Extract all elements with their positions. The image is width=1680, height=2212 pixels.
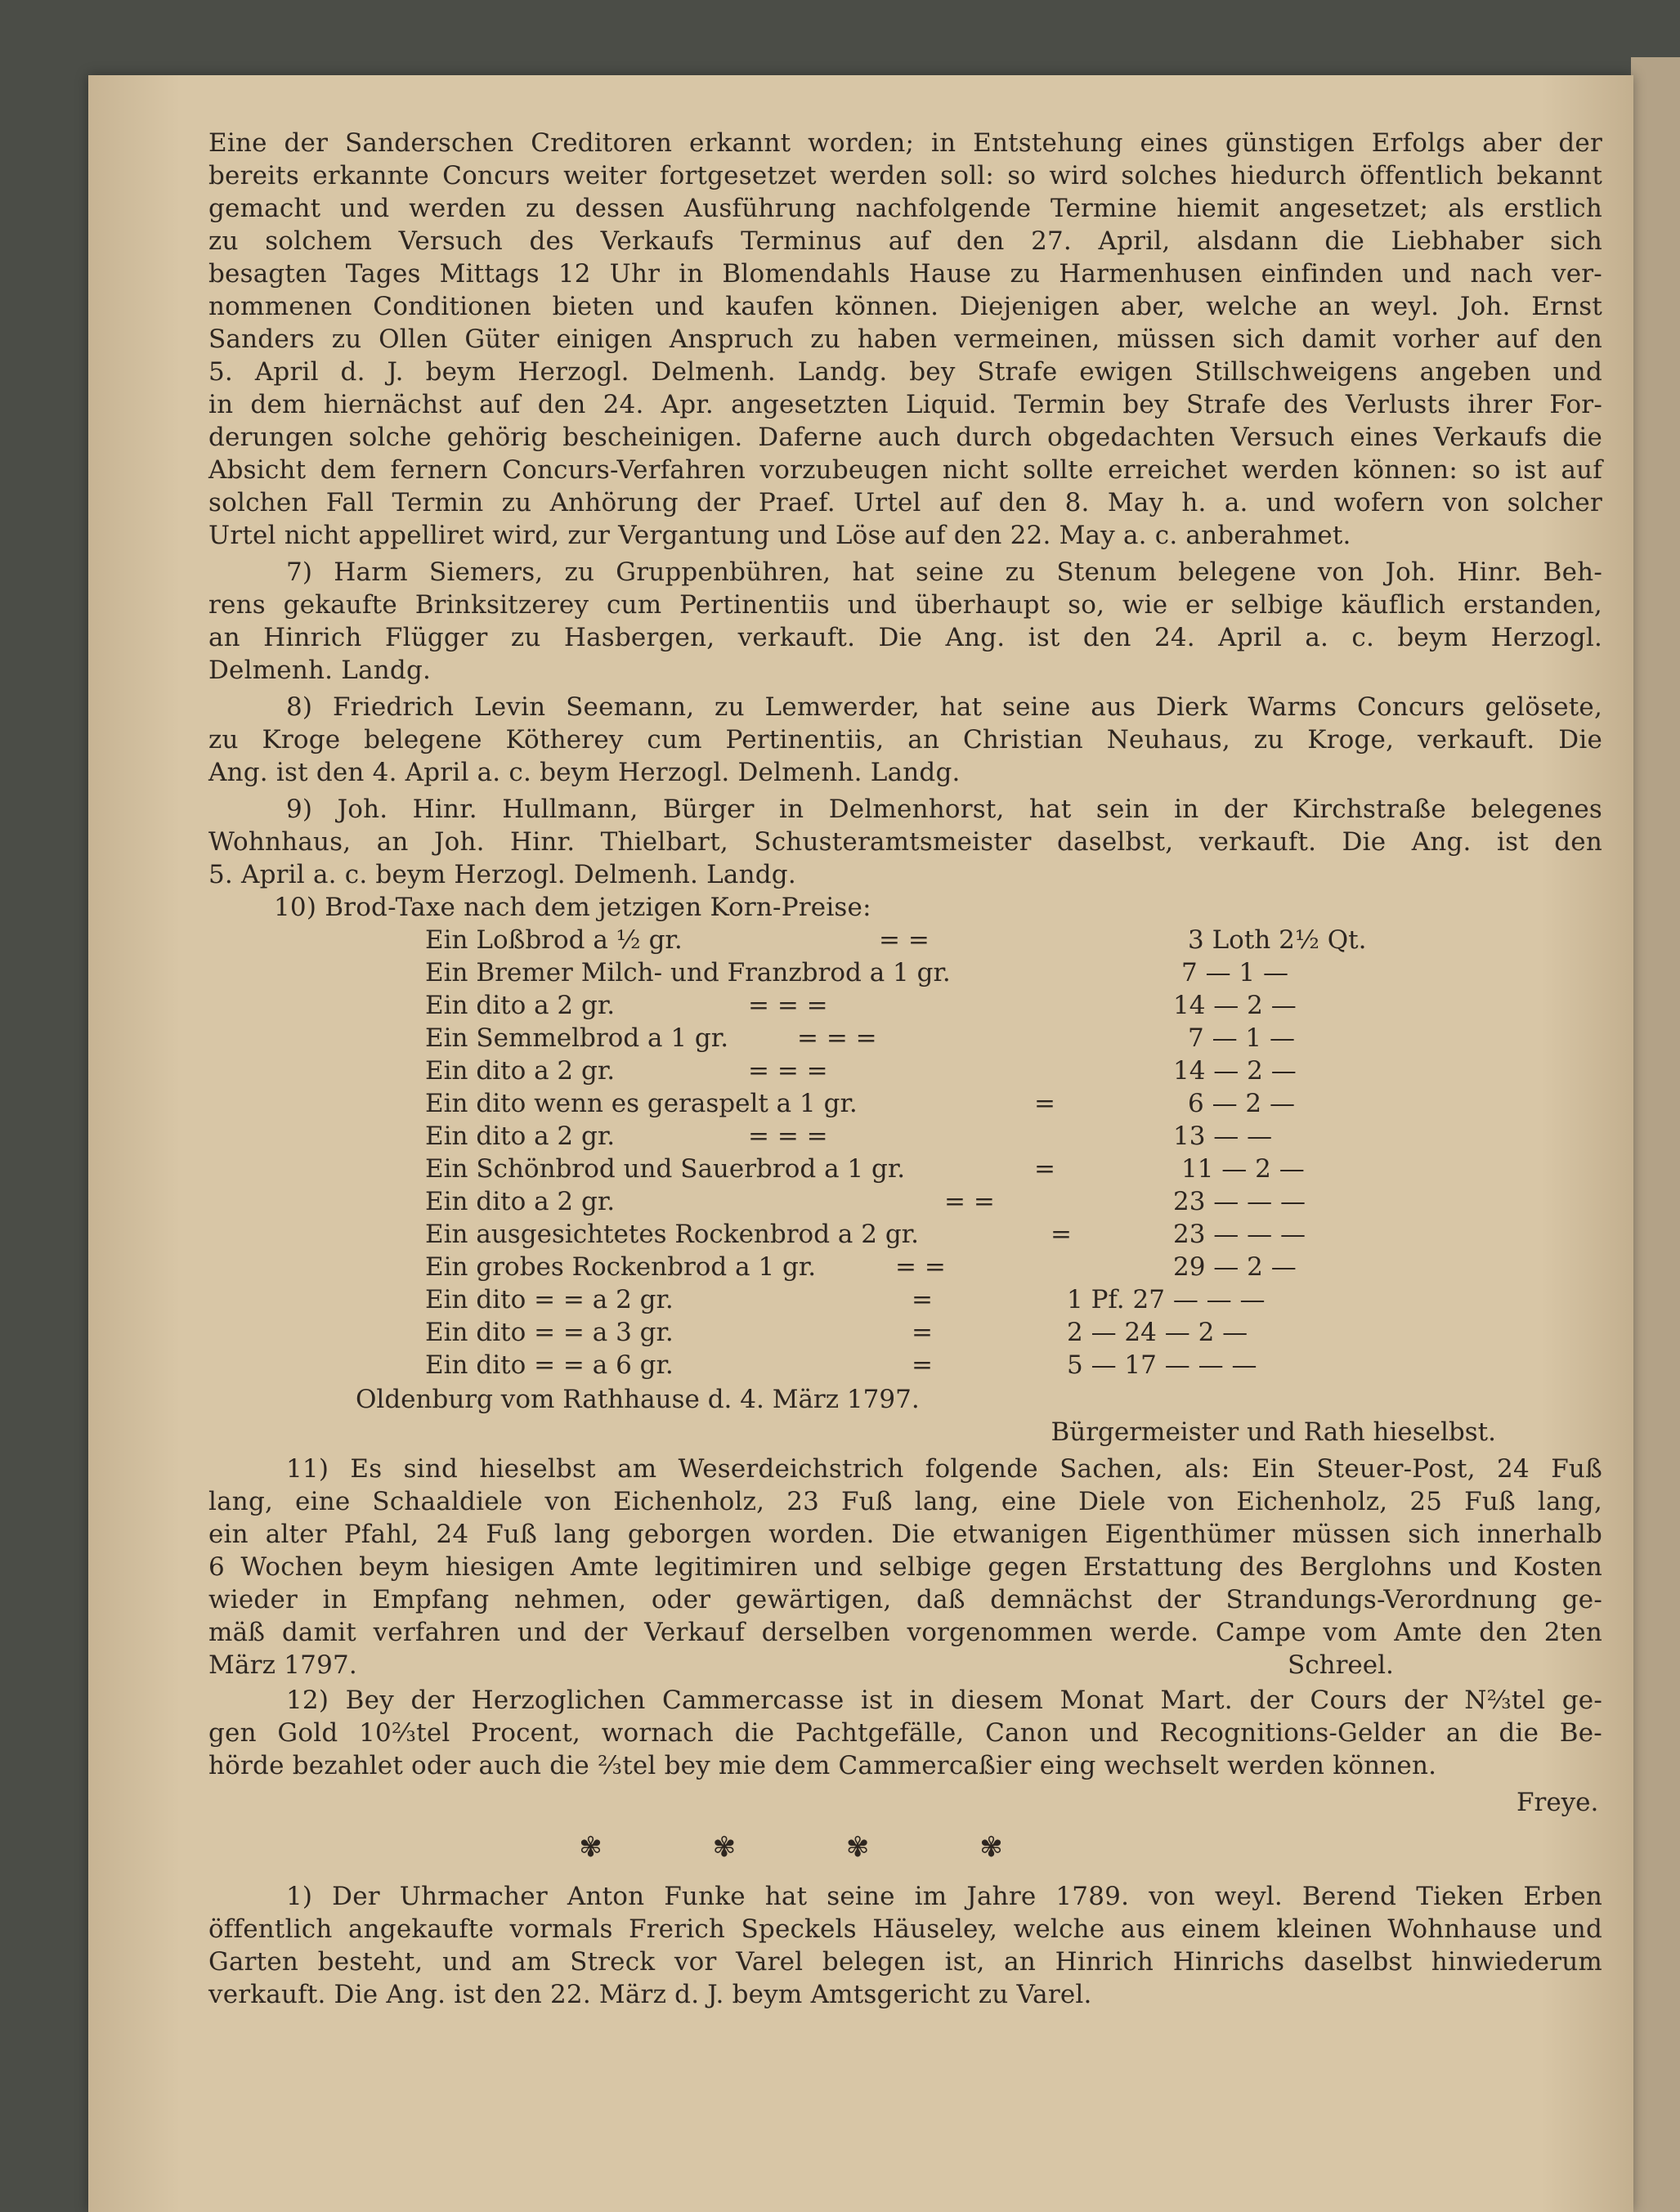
bread-dots: = [1034, 1154, 1055, 1184]
bread-row [208, 1349, 1602, 1381]
bread-row [208, 989, 1602, 1022]
bread-row [208, 1283, 1602, 1316]
bread-tax-table [208, 924, 1602, 1381]
bread-row [208, 1087, 1602, 1120]
item-12-line: 12) Bey der Herzoglichen Cammercasse ist in diesem Monat Mart. der Cours der N⅔tel ge- [286, 1686, 1602, 1715]
varel-item-1-line: Garten besteht, und am Streck vor Varel belegen ist, an Hinrich Hinrichs daselbst hinwiederum [208, 1947, 1602, 1977]
item-11-line: wieder in Empfang nehmen, oder gewärtigen, daß demnächst der Strandungs-Verordnung ge- [208, 1585, 1602, 1614]
bread-name: Ein dito a 2 gr. [425, 1187, 616, 1216]
bread-dots: = [1051, 1220, 1072, 1249]
bread-row [208, 1055, 1602, 1087]
text-line: besagten Tages Mittags 12 Uhr in Blomendahls Hause zu Harmenhusen einfinden und nach ver- [208, 259, 1602, 289]
ornament-icon: ✾ [979, 1831, 1003, 1864]
item-9-line: 9) Joh. Hinr. Hullmann, Bürger in Delmenhorst, hat sein in der Kirchstraße belegenes [286, 795, 1602, 824]
bread-weight: 6 — 2 — [1188, 1089, 1296, 1118]
bread-row [208, 956, 1602, 989]
bread-weight: 29 — 2 — [1173, 1252, 1297, 1282]
item-12-signature: Freye. [1516, 1788, 1599, 1817]
bread-name: Ein dito wenn es geraspelt a 1 gr. [425, 1089, 858, 1118]
bread-name: Ein dito = = a 6 gr. [425, 1350, 674, 1380]
bread-dots: = = = [748, 1056, 828, 1086]
bread-row [208, 1153, 1602, 1185]
item-8-line: 8) Friedrich Levin Seemann, zu Lemwerder, hat seine aus Dierk Warms Concurs gelösete, [286, 692, 1602, 722]
bread-dots: = = = [748, 991, 828, 1020]
text-line: derungen solche gehörig bescheinigen. Daferne auch durch obgedachten Versuch eines Verkaufs die [208, 423, 1602, 452]
ornament-icon: ✾ [845, 1831, 870, 1864]
bread-weight: 23 — — — [1173, 1220, 1306, 1249]
bread-weight: 11 — 2 — [1181, 1154, 1305, 1184]
item-11-line: mäß damit verfahren und der Verkauf derselben vorgenommen werde. Campe vom Amte den 2ten [208, 1618, 1602, 1647]
item-11-line: ein alter Pfahl, 24 Fuß lang geborgen worden. Die etwanigen Eigenthümer müssen sich innerhalb [208, 1520, 1602, 1549]
item-12-line: gen Gold 10⅔tel Procent, wornach die Pachtgefälle, Canon und Recognitions-Gelder an die Be- [208, 1718, 1602, 1748]
item-11-line: 6 Wochen beym hiesigen Amte legitimiren und selbige gegen Erstattung des Berglohns und Kosten [208, 1552, 1602, 1582]
bread-name: Ein dito a 2 gr. [425, 991, 616, 1020]
bread-name: Ein dito = = a 2 gr. [425, 1285, 674, 1314]
text-line: bereits erkannte Concurs weiter fortgesetzet werden soll: so wird solches hiedurch öffentlich bekannt [208, 161, 1602, 190]
bread-dots: = = [944, 1187, 995, 1216]
bread-dots: = = = [797, 1023, 877, 1053]
item-7-line: 7) Harm Siemers, zu Gruppenbühren, hat seine zu Stenum belegene von Joh. Hinr. Beh- [286, 557, 1602, 587]
bread-name: Ein Bremer Milch- und Franzbrod a 1 gr. [425, 958, 951, 987]
ornament-icon: ✾ [712, 1831, 737, 1864]
item-9-line: 5. April a. c. beym Herzogl. Delmenh. Landg. [208, 860, 796, 889]
item-7-line: an Hinrich Flügger zu Hasbergen, verkauft. Die Ang. ist den 24. April a. c. beym Herzogl. [208, 623, 1602, 652]
bread-dots: = = = [748, 1122, 828, 1151]
bread-weight: 2 — 24 — 2 — [1067, 1318, 1248, 1347]
text-line: in dem hiernächst auf den 24. Apr. angesetzten Liquid. Termin bey Strafe des Verlusts ihrer For- [208, 390, 1602, 419]
bread-row [208, 1022, 1602, 1055]
bread-row [208, 1120, 1602, 1153]
bread-name: Ein Semmelbrod a 1 gr. [425, 1023, 729, 1053]
item-11-signature: Schreel. [1288, 1650, 1394, 1680]
bread-weight: 1 Pf. 27 — — — [1067, 1285, 1266, 1314]
adjacent-page-edge [1631, 57, 1680, 2212]
item-8-line: zu Kroge belegene Kötherey cum Pertinentiis, an Christian Neuhaus, zu Kroge, verkauft. Die [208, 725, 1602, 754]
oldenburg-dateline: Oldenburg vom Rathhause d. 4. März 1797. [356, 1385, 920, 1414]
varel-item-1-line: 1) Der Uhrmacher Anton Funke hat seine im Jahre 1789. von weyl. Berend Tieken Erben [286, 1882, 1602, 1911]
bread-name: Ein dito a 2 gr. [425, 1122, 616, 1151]
item-11-line: lang, eine Schaaldiele von Eichenholz, 23 Fuß lang, eine Diele von Eichenholz, 25 Fuß lang, [208, 1487, 1602, 1516]
varel-item-1-line: verkauft. Die Ang. ist den 22. März d. J. beym Amtsgericht zu Varel. [208, 1980, 1092, 2009]
text-line: solchen Fall Termin zu Anhörung der Praef. Urtel auf den 8. May h. a. und wofern von solcher [208, 488, 1602, 517]
item-12-line: hörde bezahlet oder auch die ⅔tel bey mie dem Cammercaßier eing wechselt werden können. [208, 1751, 1437, 1780]
bread-tax-heading: 10) Brod-Taxe nach dem jetzigen Korn-Preise: [274, 893, 871, 922]
item-11-line: März 1797. [208, 1650, 357, 1680]
text-line: Absicht dem fernern Concurs-Verfahren vorzubeugen nicht sollte erreichet werden können: so ist auf [208, 455, 1602, 485]
ornament-separator [208, 1831, 1602, 1864]
item-11-line: 11) Es sind hieselbst am Weserdeichstrich folgende Sachen, als: Ein Steuer-Post, 24 Fuß [286, 1454, 1602, 1484]
bread-dots: = [912, 1318, 933, 1347]
bread-row [208, 1185, 1602, 1218]
item-7-line: rens gekaufte Brinksitzerey cum Pertinentiis und überhaupt so, wie er selbige käuflich erstanden, [208, 590, 1602, 620]
oldenburg-signature: Bürgermeister und Rath hieselbst. [1051, 1417, 1496, 1447]
bread-row [208, 924, 1602, 956]
ornament-icon: ✾ [579, 1831, 603, 1864]
bread-name: Ein ausgesichtetes Rockenbrod a 2 gr. [425, 1220, 919, 1249]
bread-row [208, 1218, 1602, 1251]
bread-name: Ein Schönbrod und Sauerbrod a 1 gr. [425, 1154, 906, 1184]
bread-name: Ein Loßbrod a ½ gr. [425, 925, 683, 955]
bread-weight: 7 — 1 — [1181, 958, 1289, 987]
bread-dots: = = [895, 1252, 946, 1282]
bread-weight: 14 — 2 — [1173, 991, 1297, 1020]
text-line: nommenen Conditionen bieten und kaufen können. Diejenigen aber, welche an weyl. Joh. Ernst [208, 292, 1602, 321]
text-line: zu solchem Versuch des Verkaufs Terminus auf den 27. April, alsdann die Liebhaber sich [208, 226, 1602, 256]
bread-weight: 5 — 17 — — — [1067, 1350, 1257, 1380]
bread-dots: = [912, 1285, 933, 1314]
bread-row [208, 1251, 1602, 1283]
bread-weight: 3 Loth 2½ Qt. [1188, 925, 1367, 955]
bread-dots: = = [879, 925, 930, 955]
bread-row [208, 1316, 1602, 1349]
bread-weight: 14 — 2 — [1173, 1056, 1297, 1086]
varel-item-1-line: öffentlich angekaufte vormals Frerich Speckels Häuseley, welche aus einem kleinen Wohnhause und [208, 1914, 1602, 1944]
item-9-line: Wohnhaus, an Joh. Hinr. Thielbart, Schusteramtsmeister daselbst, verkauft. Die Ang. ist den [208, 827, 1602, 857]
item-7-line: Delmenh. Landg. [208, 656, 432, 685]
item-8-line: Ang. ist den 4. April a. c. beym Herzogl. Delmenh. Landg. [208, 758, 961, 787]
bread-weight: 13 — — [1173, 1122, 1273, 1151]
bread-weight: 23 — — — [1173, 1187, 1306, 1216]
text-line: Sanders zu Ollen Güter einigen Anspruch zu haben vermeinen, müssen sich damit vorher auf den [208, 325, 1602, 354]
text-line: Urtel nicht appelliret wird, zur Vergantung und Löse auf den 22. May a. c. anberahmet. [208, 521, 1351, 550]
bread-dots: = [912, 1350, 933, 1380]
bread-weight: 7 — 1 — [1188, 1023, 1296, 1053]
text-line: Eine der Sanderschen Creditoren erkannt worden; in Entstehung eines günstigen Erfolgs aber der [208, 128, 1602, 158]
bread-name: Ein dito a 2 gr. [425, 1056, 616, 1086]
bread-name: Ein dito = = a 3 gr. [425, 1318, 674, 1347]
text-line: gemacht und werden zu dessen Ausführung nachfolgende Termine hiemit angesetzet; als erstlich [208, 194, 1602, 223]
bread-dots: = [1034, 1089, 1055, 1118]
bread-name: Ein grobes Rockenbrod a 1 gr. [425, 1252, 817, 1282]
text-line: 5. April d. J. beym Herzogl. Delmenh. Landg. bey Strafe ewigen Stillschweigens angeben und [208, 357, 1602, 387]
